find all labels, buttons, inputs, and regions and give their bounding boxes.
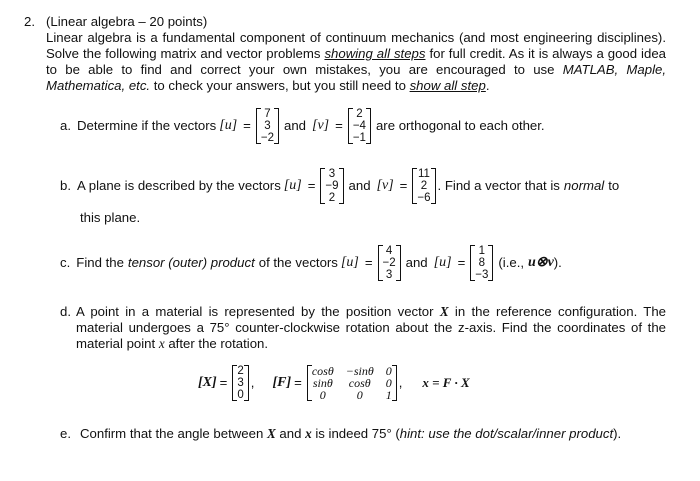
part-c-u-symbol: [u] (340, 255, 359, 270)
matrix-entry: 0 (385, 376, 392, 390)
part-b-and: and (348, 178, 371, 193)
matrix-entry: −4 (352, 120, 366, 132)
matrix-entry: sinθ (312, 376, 333, 390)
part-a-and: and (284, 118, 307, 133)
matrix-entry: −1 (352, 132, 366, 144)
matrix-entry: 3 (328, 168, 336, 180)
part-c-and: and (405, 255, 428, 270)
part-a-u-vector (256, 108, 279, 144)
matrix-entry: 7 (264, 108, 271, 120)
part-b-text4: this plane. (80, 210, 141, 225)
part-a (60, 108, 545, 144)
part-b (60, 168, 619, 204)
problem-heading: (Linear algebra – 20 points) (46, 14, 208, 29)
part-a-u-symbol: [u] (219, 118, 238, 133)
part-d-relation: x = F · X (422, 375, 470, 390)
matrix-entry: 3 (385, 269, 393, 281)
matrix-entry: 3 (237, 377, 244, 389)
matrix-entry: −sinθ (345, 364, 374, 378)
part-e-text: Confirm that the angle between X and x is indeed 75° (hint: use the dot/scalar/inner product). (80, 426, 622, 441)
matrix-entry: −9 (325, 180, 339, 192)
part-a-text1: Determine if the vectors (77, 118, 217, 133)
matrix-entry: 0 (237, 389, 244, 401)
part-c-tensor: tensor (outer) product (127, 255, 255, 270)
matrix-entry: 0 (385, 364, 392, 378)
matrix-entry: 1 (385, 388, 392, 402)
part-b-v-symbol: [v] (376, 178, 394, 193)
part-c-text1: Find the (76, 255, 124, 270)
matrix-entry: 4 (385, 245, 393, 257)
matrix-entry: 11 (417, 168, 430, 180)
part-d-label: d. (60, 304, 71, 319)
part-d-X-symbol: [X] (198, 375, 217, 390)
matrix-entry: 0 (356, 388, 363, 402)
part-c-u-vector (378, 245, 401, 281)
part-c-eq-1: = (364, 255, 373, 270)
matrix-entry: 2 (237, 365, 244, 377)
part-a-text2: are orthogonal to each other. (375, 118, 545, 133)
part-d-F-matrix (307, 365, 397, 401)
matrix-entry: cosθ (311, 364, 334, 378)
part-b-text2: . Find a vector that is (437, 178, 560, 193)
part-c-label: c. (60, 255, 71, 270)
problem-number: 2. (24, 14, 35, 29)
part-e-label: e. (60, 426, 71, 441)
part-b-u-vector (320, 168, 343, 204)
matrix-entry: −3 (475, 269, 489, 281)
problem-intro: Linear algebra is a fundamental component of continuum mechanics (and most engineering disciplines). Solve the following matrix and vector problems showing all steps for full credit. As it is always a good idea to be able to find and correct your own mistakes, you are encouraged to use MATLAB, Maple, Mathematica, etc. to check your answers, but you still need to show all step. (46, 30, 666, 93)
matrix-entry: cosθ (348, 376, 371, 390)
matrix-entry: 3 (264, 120, 271, 132)
part-a-eq-2: = (335, 118, 343, 133)
part-a-eq-1: = (243, 118, 251, 133)
part-b-eq-1: = (307, 178, 316, 193)
part-c-text3: (i.e., (498, 255, 525, 270)
part-a-v-symbol: [v] (312, 118, 330, 133)
part-b-label: b. (60, 178, 71, 193)
part-d-equations (198, 365, 470, 401)
part-b-u-symbol: [u] (283, 178, 302, 193)
matrix-entry: 1 (478, 245, 486, 257)
matrix-entry: 8 (478, 257, 486, 269)
part-c-text2: of the vectors (258, 255, 338, 270)
part-d-X-vector (232, 365, 248, 401)
part-c-v-symbol: [u] (433, 255, 452, 270)
part-b-text3: to (608, 178, 620, 193)
part-c-eq-2: = (457, 255, 466, 270)
part-a-v-vector (348, 108, 371, 144)
matrix-entry: 2 (356, 108, 363, 120)
matrix-entry: 2 (328, 192, 336, 204)
part-d-F-symbol: [F] (272, 375, 292, 390)
part-d-eq-1: = (219, 375, 228, 390)
part-d-text: A point in a material is represented by the position vector X in the reference configuration. The material undergoes a 75° counter-clockwise rotation about the z-axis. Find the coordinates of the material point x after the rotation. (76, 304, 666, 351)
part-b-text1: A plane is described by the vectors (77, 178, 281, 193)
part-c-v-vector (470, 245, 493, 281)
part-d-eq-2: = (294, 375, 302, 390)
part-d-comma-1: , (250, 375, 255, 390)
matrix-entry: −6 (417, 192, 431, 204)
part-a-label: a. (60, 118, 71, 133)
part-b-v-vector (412, 168, 435, 204)
matrix-entry: −2 (382, 257, 396, 269)
part-c-product: u⊗v (528, 255, 554, 270)
part-b-normal: normal (563, 178, 605, 193)
matrix-entry: −2 (260, 132, 274, 144)
part-d-comma-2: , (398, 375, 403, 390)
part-c (60, 245, 562, 281)
matrix-entry: 0 (319, 388, 326, 402)
part-b-eq-2: = (399, 178, 408, 193)
matrix-entry: 2 (420, 180, 428, 192)
part-c-text4: ). (553, 255, 562, 270)
